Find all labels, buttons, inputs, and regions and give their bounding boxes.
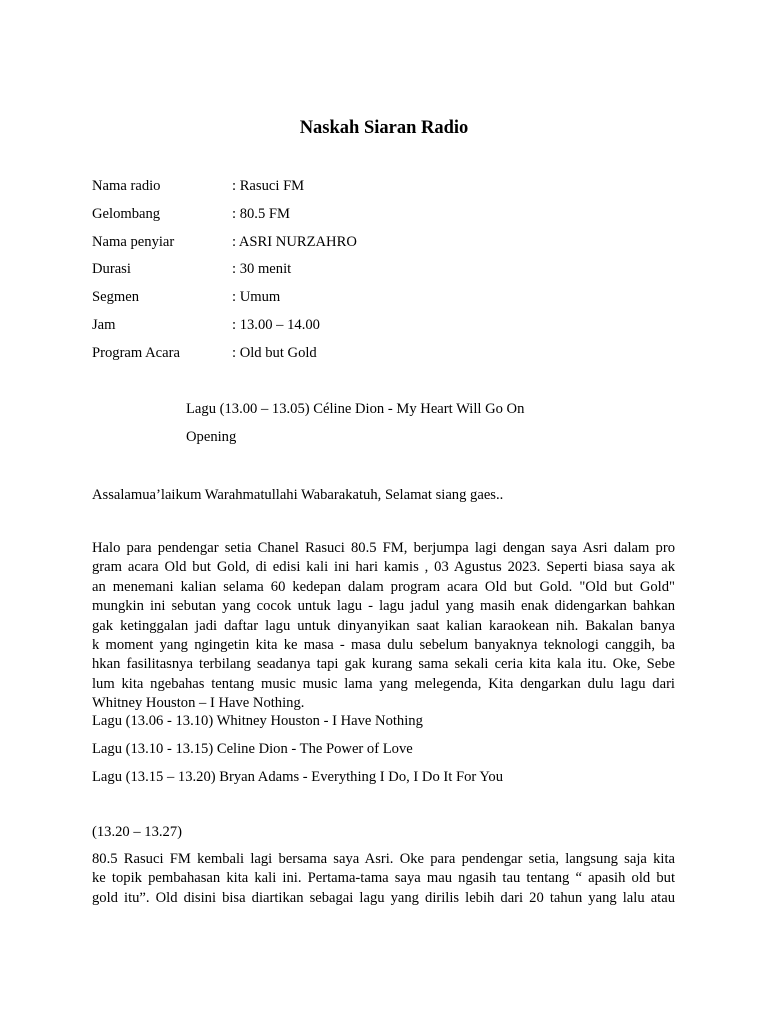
info-label: Program Acara [92,344,180,361]
info-row-segment [92,286,692,314]
greeting-text: Assalamua’laikum Warahmatullahi Wabarakatuh, Selamat siang gaes.. [92,487,504,503]
info-value: : 13.00 – 14.00 [232,316,320,333]
song-item: Lagu (13.10 - 13.15) Celine Dion - The Power of Love [92,740,413,757]
opening-section [186,398,686,454]
song-item: Lagu (13.06 - 13.10) Whitney Houston - I Have Nothing [92,713,423,729]
intro-paragraph [92,539,675,714]
paragraph-line: 80.5 Rasuci FM kembali lagi bersama saya Asri. Oke para pendengar setia, langsung saja kita [92,851,675,867]
info-label: Durasi [92,261,131,278]
document-title: Naskah Siaran Radio [299,118,469,138]
info-row-frequency [92,203,692,231]
paragraph-line: gram acara Old but Gold, di edisi kali ini hari kamis , 03 Agustus 2023. Seperti biasa saya ak [92,559,675,576]
paragraph-line: Whitney Houston – I Have Nothing. [92,695,305,712]
paragraph-line: lum kita ngebahas tentang music music lama yang melegenda, Kita dengarkan dulu lagu dari [92,675,675,692]
info-label: Nama penyiar [92,233,175,250]
info-row-announcer [92,231,692,259]
info-value: : 80.5 FM [232,205,290,222]
info-label: Gelombang [92,205,161,222]
paragraph-line: hkan fasilitasnya terbilang seadanya tapi gak kurang sama sekali ceria kita kala itu. Oke, Sebe [92,656,675,673]
info-label: Segmen [92,289,140,306]
paragraph-line: gold itu”. Old disini bisa diartikan sebagai lagu yang dirilis lebih dari 20 tahun yang lalu atau [92,889,675,906]
info-value: : 30 menit [232,261,292,278]
paragraph-line: ke topik pembahasan kita kali ini. Pertama-tama saya mau ngasih tau tentang “ apasih old but [92,870,675,887]
info-label: Nama radio [92,178,161,194]
info-row-radio-name [92,175,692,203]
info-label: Jam [92,316,116,333]
song-item: Lagu (13.15 – 13.20) Bryan Adams - Everything I Do, I Do It For You [92,768,504,785]
song-list [92,710,682,793]
info-row-duration [92,258,692,286]
paragraph-line: Halo para pendengar setia Chanel Rasuci 80.5 FM, berjumpa lagi dengan saya Asri dalam pro [92,540,675,556]
opening-label: Opening [186,428,237,445]
segment-time: (13.20 – 13.27) [92,824,182,840]
info-value: : Old but Gold [232,344,317,361]
info-value: : ASRI NURZAHRO [232,233,357,250]
paragraph-line: an menemani kalian selama 60 kedepan dalam program acara Old but Gold. "Old but Gold" [92,578,675,595]
info-row-program [92,342,692,370]
broadcast-info [92,175,692,370]
paragraph-line: mungkin ini sebutan yang cocok untuk lagu - lagu jadul yang masih enak didengarkan bahkan [92,598,675,615]
opening-song: Lagu (13.00 – 13.05) Céline Dion - My Heart Will Go On [186,401,525,417]
paragraph-line: gak ketinggalan jadi daftar lagu untuk dinyanyikan saat kalian karaokean nih. Bakalan banya [92,617,675,634]
topic-paragraph [92,850,675,908]
info-value: : Umum [232,289,281,306]
info-value: : Rasuci FM [232,178,305,194]
info-row-time [92,314,692,342]
paragraph-line: k moment yang ngingetin kita ke masa - masa dulu sebelum banyaknya teknologi canggih, ba [92,636,675,653]
